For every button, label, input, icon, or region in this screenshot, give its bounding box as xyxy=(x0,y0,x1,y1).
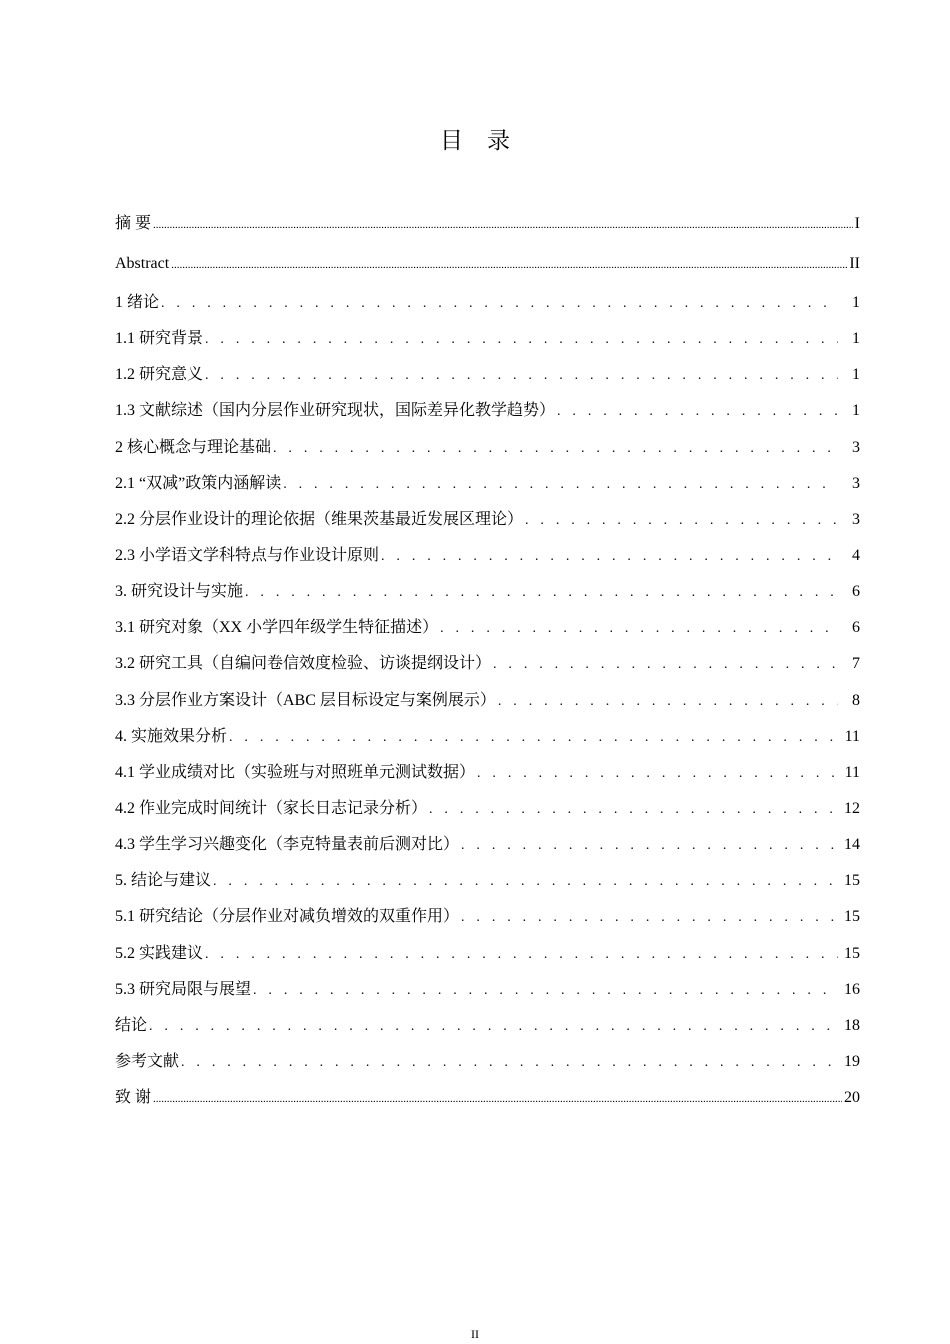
toc-entry[interactable] xyxy=(115,689,860,725)
toc-entry-page: 3 xyxy=(852,474,860,492)
toc-entry[interactable] xyxy=(115,725,860,761)
toc-entry[interactable] xyxy=(115,252,860,292)
toc-entry-page: 7 xyxy=(852,655,860,673)
toc-dot-leader xyxy=(429,798,838,822)
toc-entry-page: 8 xyxy=(852,691,860,709)
toc-entry-page: 18 xyxy=(844,1016,860,1034)
toc-dot-leader xyxy=(205,943,838,967)
toc-entry-label: 参考文献 xyxy=(115,1052,180,1070)
toc-dot-leader xyxy=(153,1087,842,1111)
toc-dot-leader xyxy=(461,834,838,858)
toc-entry-label: 结论 xyxy=(115,1016,148,1034)
toc-dot-leader xyxy=(229,726,838,750)
toc-entry[interactable] xyxy=(115,508,860,544)
toc-entry[interactable] xyxy=(115,905,860,941)
toc-entry[interactable] xyxy=(115,797,860,833)
toc-entry-page: 1 xyxy=(852,402,860,420)
toc-dot-leader xyxy=(525,509,838,533)
toc-entry[interactable] xyxy=(115,544,860,580)
toc-entry-page: 12 xyxy=(844,799,860,817)
toc-entry-label: 4. 实施效果分析 xyxy=(115,727,228,745)
toc-entry-page: 6 xyxy=(852,583,860,601)
toc-entry-page: 3 xyxy=(852,510,860,528)
toc-entry[interactable] xyxy=(115,472,860,508)
toc-entry[interactable] xyxy=(115,399,860,435)
toc-entry-label: 1.2 研究意义 xyxy=(115,366,204,384)
toc-dot-leader xyxy=(153,213,853,237)
toc-entry-page: 11 xyxy=(844,727,860,745)
toc-dot-leader xyxy=(273,437,838,461)
toc-entry-page: 1 xyxy=(852,330,860,348)
toc-entry[interactable] xyxy=(115,869,860,905)
toc-entry[interactable] xyxy=(115,291,860,327)
toc-entry[interactable] xyxy=(115,212,860,252)
toc-entry[interactable] xyxy=(115,580,860,616)
toc-entry-label: 3.2 研究工具（自编问卷信效度检验、访谈提纲设计） xyxy=(115,655,492,673)
toc-entry-label: 1.3 文献综述（国内分层作业研究现状，国际差异化教学趋势） xyxy=(115,402,556,420)
toc-entry-page: 15 xyxy=(844,872,860,890)
toc-entry-label: 摘 要 xyxy=(115,215,152,232)
toc-entry-page: 3 xyxy=(852,438,860,456)
toc-entry-page: 19 xyxy=(844,1052,860,1070)
toc-entry-page: II xyxy=(849,254,860,272)
toc-entry-label: 4.2 作业完成时间统计（家长日志记录分析） xyxy=(115,799,428,817)
toc-entry-page: 15 xyxy=(844,908,860,926)
page-title: 目录 xyxy=(440,128,534,153)
toc-entry-label: Abstract xyxy=(115,254,170,272)
toc-entry-label: 3.3 分层作业方案设计（ABC 层目标设定与案例展示） xyxy=(115,691,496,709)
toc-entry[interactable] xyxy=(115,616,860,652)
toc-entry[interactable] xyxy=(115,436,860,472)
table-of-contents xyxy=(115,212,860,1126)
toc-dot-leader xyxy=(253,979,838,1003)
toc-dot-leader xyxy=(149,1015,838,1039)
toc-dot-leader xyxy=(245,581,838,605)
toc-dot-leader xyxy=(498,690,838,714)
toc-entry-page: 14 xyxy=(844,836,860,854)
toc-dot-leader xyxy=(205,328,838,352)
toc-entry[interactable] xyxy=(115,978,860,1014)
toc-entry-page: 15 xyxy=(844,944,860,962)
toc-dot-leader xyxy=(381,545,838,569)
toc-entry[interactable] xyxy=(115,942,860,978)
toc-dot-leader xyxy=(161,292,838,316)
toc-entry-label: 2 核心概念与理论基础 xyxy=(115,438,272,456)
toc-entry-page: 1 xyxy=(852,294,860,311)
toc-entry-label: 2.3 小学语文学科特点与作业设计原则 xyxy=(115,546,380,564)
toc-entry-label: 5.1 研究结论（分层作业对减负增效的双重作用） xyxy=(115,908,460,926)
toc-entry-page: 1 xyxy=(852,366,860,384)
toc-dot-leader xyxy=(461,906,838,930)
toc-entry[interactable] xyxy=(115,652,860,688)
toc-entry-page: I xyxy=(854,215,860,232)
toc-entry-label: 3.1 研究对象（XX 小学四年级学生特征描述） xyxy=(115,619,439,637)
toc-entry[interactable] xyxy=(115,1014,860,1050)
toc-dot-leader xyxy=(557,400,838,424)
toc-entry-label: 4.3 学生学习兴趣变化（李克特量表前后测对比） xyxy=(115,836,460,854)
toc-entry-label: 3. 研究设计与实施 xyxy=(115,583,244,601)
toc-entry[interactable] xyxy=(115,327,860,363)
toc-entry-page: 16 xyxy=(844,980,860,998)
toc-entry-label: 4.1 学业成绩对比（实验班与对照班单元测试数据） xyxy=(115,763,476,781)
toc-entry[interactable] xyxy=(115,1050,860,1086)
toc-entry-label: 1 绪论 xyxy=(115,294,160,311)
toc-entry-label: 1.1 研究背景 xyxy=(115,330,204,348)
toc-dot-leader xyxy=(493,653,838,677)
toc-entry-page: 6 xyxy=(852,619,860,637)
toc-entry-page: 11 xyxy=(844,763,860,781)
toc-dot-leader xyxy=(205,364,838,388)
toc-entry-label: 5.2 实践建议 xyxy=(115,944,204,962)
toc-entry-page: 4 xyxy=(852,546,860,564)
toc-entry[interactable] xyxy=(115,761,860,797)
toc-entry[interactable] xyxy=(115,363,860,399)
toc-dot-leader xyxy=(181,1051,838,1075)
toc-entry[interactable] xyxy=(115,1086,860,1126)
toc-entry-label: 5. 结论与建议 xyxy=(115,872,212,890)
toc-entry-label: 2.1 “双减”政策内涵解读 xyxy=(115,474,282,492)
toc-dot-leader xyxy=(477,762,838,786)
toc-entry[interactable] xyxy=(115,833,860,869)
toc-dot-leader xyxy=(213,870,838,894)
toc-entry-label: 致 谢 xyxy=(115,1089,152,1107)
toc-dot-leader xyxy=(283,473,838,497)
toc-entry-page: 20 xyxy=(844,1089,860,1107)
toc-entry-label: 5.3 研究局限与展望 xyxy=(115,980,252,998)
toc-dot-leader xyxy=(440,617,838,641)
page-number: II xyxy=(471,1327,479,1341)
toc-dot-leader xyxy=(171,253,847,277)
toc-entry-label: 2.2 分层作业设计的理论依据（维果茨基最近发展区理论） xyxy=(115,510,524,528)
